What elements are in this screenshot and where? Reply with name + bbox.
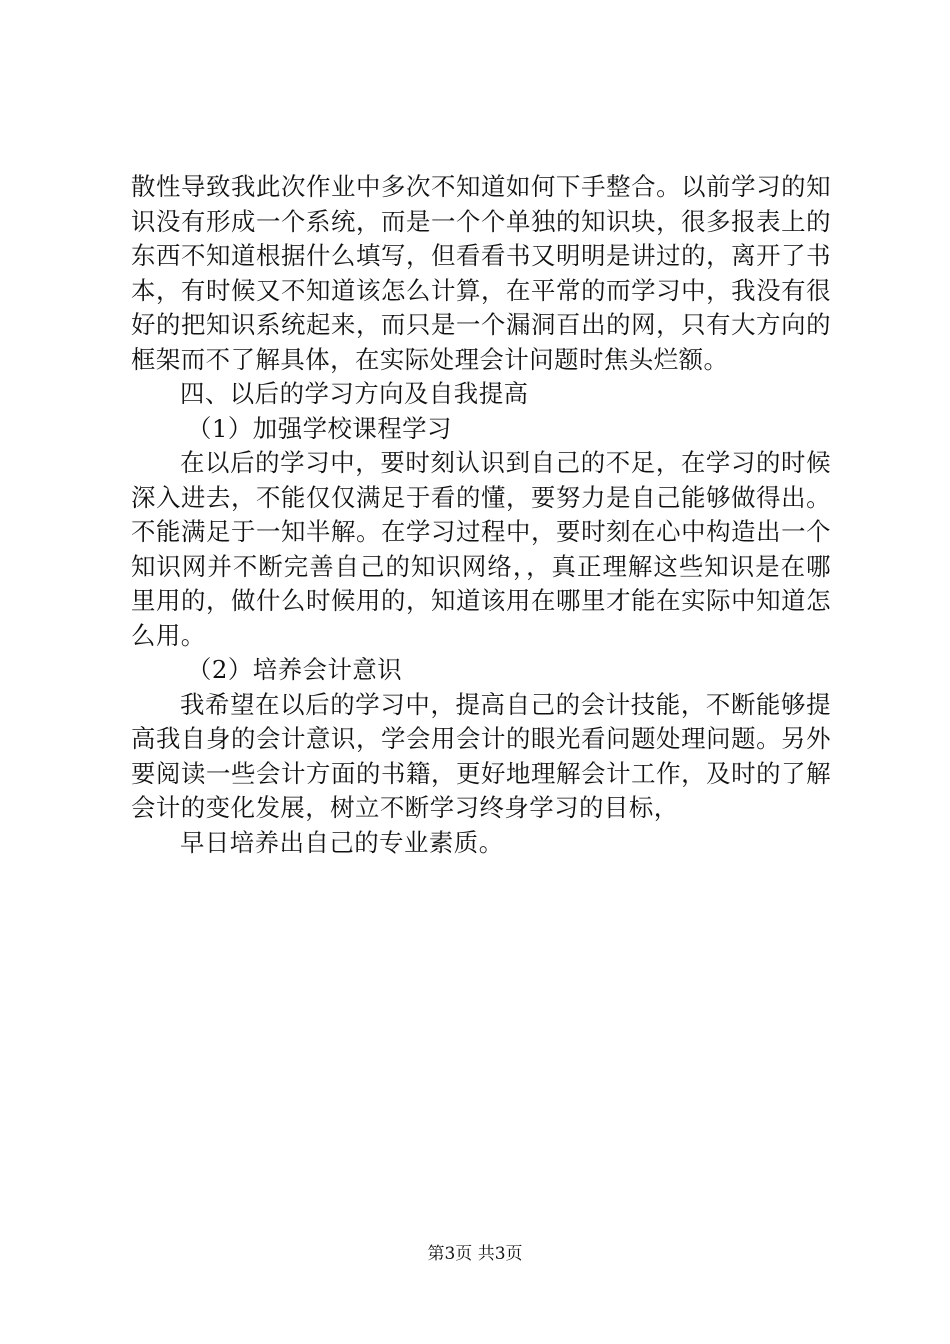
subheading-2: （2）培养会计意识	[187, 655, 403, 684]
paragraph-accounting-awareness: 我希望在以后的学习中，提高自己的会计技能，不断能够提高我自身的会计意识，学会用会计的眼光看问题处理问题。另外要阅读一些会计方面的书籍，更好地理解会计工作，及时的了解会计的变化发展，树立不断学习终身学习的目标，	[131, 689, 831, 822]
paragraph-closing: 早日培养出自己的专业素质。	[180, 827, 504, 857]
document-body	[131, 170, 831, 860]
subheading-1: （1）加强学校课程学习	[187, 413, 452, 443]
page-number-footer: 第3页 共3页	[427, 1244, 523, 1264]
paragraph-continuation: 散性导致我此次作业中多次不知道如何下手整合。以前学习的知识没有形成一个系统，而是一个个单独的知识块，很多报表上的东西不知道根据什么填写，但看看书又明明是讲过的，离开了书本，有时候又不知道该怎么计算，在平常的而学习中，我没有很好的把知识系统起来，而只是一个漏洞百出的网，只有大方向的框架而不了解具体，在实际处理会计问题时焦头烂额。	[131, 172, 831, 374]
paragraph-course-study: 在以后的学习中，要时刻认识到自己的不足，在学习的时候深入进去，不能仅仅满足于看的懂，要努力是自己能够做得出。不能满足于一知半解。在学习过程中，要时刻在心中构造出一个知识网并不断完善自己的知识网络，，真正理解这些知识是在哪里用的，做什么时候用的，知道该用在哪里才能在实际中知道怎么用。	[131, 448, 831, 650]
section-heading-4: 四、以后的学习方向及自我提高	[180, 379, 529, 408]
